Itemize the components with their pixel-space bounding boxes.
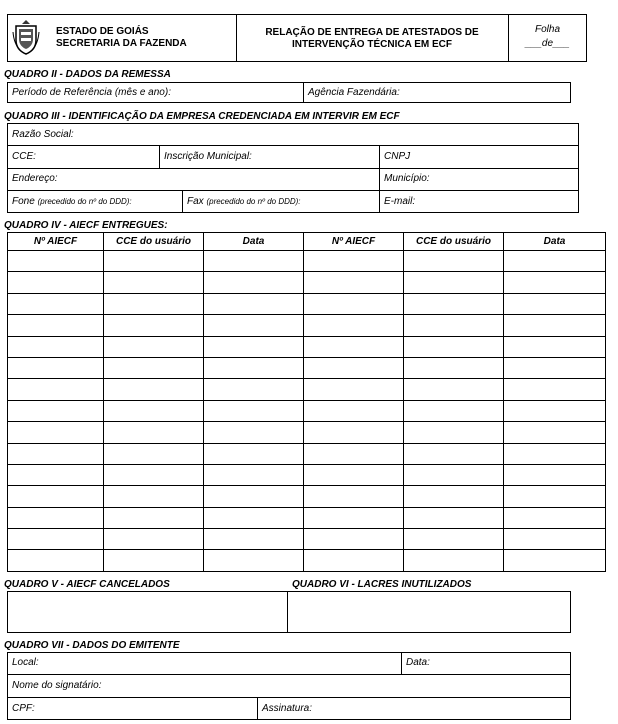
- table-cell[interactable]: [404, 293, 504, 314]
- lacres-inutilizados-area[interactable]: [288, 592, 570, 632]
- row-divider: [7, 674, 571, 675]
- table-cell[interactable]: [404, 550, 504, 571]
- table-cell[interactable]: [204, 251, 304, 272]
- table-cell[interactable]: [304, 422, 404, 443]
- row-divider: [7, 697, 571, 698]
- field-divider: [379, 145, 380, 213]
- column-header: Nº AIECF: [8, 233, 104, 251]
- table-cell[interactable]: [404, 464, 504, 485]
- local-field[interactable]: Local:: [12, 657, 39, 668]
- coat-of-arms-icon: [12, 18, 40, 56]
- table-cell[interactable]: [8, 272, 104, 293]
- table-cell[interactable]: [204, 400, 304, 421]
- section-title-quadro5: QUADRO V - AIECF CANCELADOS: [4, 579, 170, 590]
- table-cell[interactable]: [504, 357, 606, 378]
- section-title-quadro6: QUADRO VI - LACRES INUTILIZADOS: [292, 579, 472, 590]
- table-cell[interactable]: [8, 550, 104, 571]
- table-cell[interactable]: [204, 507, 304, 528]
- table-cell[interactable]: [504, 529, 606, 550]
- assinatura-field[interactable]: Assinatura:: [262, 703, 313, 714]
- table-cell[interactable]: [504, 379, 606, 400]
- table-row: [8, 336, 606, 357]
- table-cell[interactable]: [504, 251, 606, 272]
- table-cell[interactable]: [204, 422, 304, 443]
- table-cell[interactable]: [8, 315, 104, 336]
- table-row: [8, 400, 606, 421]
- table-row: [8, 251, 606, 272]
- table-cell[interactable]: [8, 251, 104, 272]
- table-row: [8, 507, 606, 528]
- section-title-quadro2: QUADRO II - DADOS DA REMESSA: [4, 69, 171, 80]
- table-cell[interactable]: [304, 272, 404, 293]
- fax-label: Fax: [187, 196, 204, 207]
- table-cell[interactable]: [504, 272, 606, 293]
- table-cell[interactable]: [504, 400, 606, 421]
- table-cell[interactable]: [104, 336, 204, 357]
- section-title-quadro3: QUADRO III - IDENTIFICAÇÃO DA EMPRESA CREDENCIADA EM INTERVIR EM ECF: [4, 111, 400, 122]
- table-cell[interactable]: [504, 443, 606, 464]
- table-cell[interactable]: [8, 486, 104, 507]
- org-line-state: ESTADO DE GOIÁS: [56, 26, 149, 37]
- form-title-line1: RELAÇÃO DE ENTREGA DE ATESTADOS DE: [265, 27, 479, 38]
- table-row: [8, 486, 606, 507]
- table-cell[interactable]: [304, 315, 404, 336]
- table-cell[interactable]: [104, 529, 204, 550]
- table-row: [8, 357, 606, 378]
- fax-field[interactable]: [187, 196, 301, 207]
- signatario-field[interactable]: Nome do signatário:: [12, 680, 102, 691]
- table-cell[interactable]: [104, 486, 204, 507]
- column-header: CCE do usuário: [404, 233, 504, 251]
- org-line-secretariat: SECRETARIA DA FAZENDA: [56, 38, 187, 49]
- table-cell[interactable]: [504, 486, 606, 507]
- table-cell[interactable]: [204, 529, 304, 550]
- razao-social-field[interactable]: Razão Social:: [12, 129, 74, 140]
- fone-note: (precedido do nº do DDD):: [37, 197, 132, 206]
- table-cell[interactable]: [304, 379, 404, 400]
- table-row: [8, 464, 606, 485]
- table-cell[interactable]: [8, 507, 104, 528]
- aiecf-cancelados-area[interactable]: [8, 592, 286, 632]
- table-cell[interactable]: [204, 315, 304, 336]
- periodo-field[interactable]: Período de Referência (mês e ano):: [12, 87, 171, 98]
- table-cell[interactable]: [104, 315, 204, 336]
- table-body: [8, 251, 606, 572]
- cce-field[interactable]: CCE:: [12, 151, 36, 162]
- table-cell[interactable]: [404, 507, 504, 528]
- table-cell[interactable]: [404, 422, 504, 443]
- table-cell[interactable]: [104, 272, 204, 293]
- table-cell[interactable]: [204, 464, 304, 485]
- form-title: [236, 27, 508, 51]
- table-cell[interactable]: [204, 550, 304, 571]
- cpf-field[interactable]: CPF:: [12, 703, 35, 714]
- table-cell[interactable]: [404, 529, 504, 550]
- table-cell[interactable]: [304, 507, 404, 528]
- table-cell[interactable]: [304, 400, 404, 421]
- table-cell[interactable]: [304, 486, 404, 507]
- table-cell[interactable]: [8, 357, 104, 378]
- column-header: Data: [204, 233, 304, 251]
- table-cell[interactable]: [204, 379, 304, 400]
- table-cell[interactable]: [8, 443, 104, 464]
- table-cell[interactable]: [104, 379, 204, 400]
- form-title-line2: INTERVENÇÃO TÉCNICA EM ECF: [291, 39, 452, 50]
- page-counter: [508, 23, 587, 51]
- table-cell[interactable]: [304, 443, 404, 464]
- agencia-field[interactable]: Agência Fazendária:: [308, 87, 400, 98]
- table-cell[interactable]: [404, 272, 504, 293]
- table-cell[interactable]: [304, 357, 404, 378]
- table-cell[interactable]: [104, 507, 204, 528]
- org-name: [56, 26, 187, 50]
- table-cell[interactable]: [404, 251, 504, 272]
- cnpj-field[interactable]: CNPJ: [384, 151, 411, 162]
- field-divider: [303, 82, 304, 103]
- fone-field[interactable]: [12, 196, 132, 207]
- table-row: [8, 443, 606, 464]
- table-cell[interactable]: [204, 336, 304, 357]
- table-cell[interactable]: [304, 464, 404, 485]
- table-cell[interactable]: [404, 379, 504, 400]
- table-cell[interactable]: [504, 507, 606, 528]
- table-cell[interactable]: [104, 422, 204, 443]
- table-cell[interactable]: [404, 336, 504, 357]
- aiecf-table: [7, 232, 606, 572]
- table-cell[interactable]: [104, 550, 204, 571]
- endereco-field[interactable]: Endereço:: [12, 173, 58, 184]
- table-cell[interactable]: [504, 293, 606, 314]
- table-cell[interactable]: [204, 293, 304, 314]
- inscricao-municipal-field[interactable]: Inscrição Municipal:: [164, 151, 252, 162]
- table-cell[interactable]: [8, 400, 104, 421]
- folha-label: Folha: [534, 24, 560, 35]
- table-cell[interactable]: [404, 486, 504, 507]
- table-cell[interactable]: [504, 422, 606, 443]
- folha-pages-field[interactable]: ___de___: [525, 38, 570, 49]
- field-divider: [182, 190, 183, 213]
- table-cell[interactable]: [8, 422, 104, 443]
- table-cell[interactable]: [304, 529, 404, 550]
- table-cell[interactable]: [504, 336, 606, 357]
- table-cell[interactable]: [8, 336, 104, 357]
- fone-label: Fone: [12, 196, 35, 207]
- column-header: Nº AIECF: [304, 233, 404, 251]
- fax-note: (precedido do nº do DDD):: [206, 197, 301, 206]
- table-cell[interactable]: [8, 293, 104, 314]
- row-divider: [7, 168, 579, 169]
- column-header: CCE do usuário: [104, 233, 204, 251]
- table-cell[interactable]: [404, 443, 504, 464]
- column-header: Data: [504, 233, 606, 251]
- section-title-quadro7: QUADRO VII - DADOS DO EMITENTE: [4, 640, 180, 651]
- table-cell[interactable]: [404, 400, 504, 421]
- table-row: [8, 315, 606, 336]
- table-cell[interactable]: [404, 357, 504, 378]
- field-divider: [159, 145, 160, 168]
- table-row: [8, 379, 606, 400]
- table-cell[interactable]: [104, 251, 204, 272]
- table-cell[interactable]: [404, 315, 504, 336]
- table-row: [8, 293, 606, 314]
- table-cell[interactable]: [8, 379, 104, 400]
- table-cell[interactable]: [204, 443, 304, 464]
- row-divider: [7, 145, 579, 146]
- table-cell[interactable]: [304, 293, 404, 314]
- table-cell[interactable]: [504, 550, 606, 571]
- table-cell[interactable]: [504, 315, 606, 336]
- email-field[interactable]: E-mail:: [384, 196, 416, 207]
- table-cell[interactable]: [104, 400, 204, 421]
- table-cell[interactable]: [104, 443, 204, 464]
- table-cell[interactable]: [304, 550, 404, 571]
- table-row: [8, 272, 606, 293]
- data-field[interactable]: Data:: [406, 657, 430, 668]
- table-row: [8, 422, 606, 443]
- table-row: [8, 550, 606, 571]
- table-cell[interactable]: [304, 336, 404, 357]
- table-cell[interactable]: [104, 293, 204, 314]
- table-cell[interactable]: [304, 251, 404, 272]
- section-title-quadro4: QUADRO IV - AIECF ENTREGUES:: [4, 220, 168, 231]
- table-cell[interactable]: [204, 357, 304, 378]
- field-divider: [401, 652, 402, 674]
- table-cell[interactable]: [204, 272, 304, 293]
- municipio-field[interactable]: Município:: [384, 173, 430, 184]
- table-cell[interactable]: [8, 464, 104, 485]
- table-cell[interactable]: [104, 357, 204, 378]
- field-divider: [257, 697, 258, 720]
- table-cell[interactable]: [504, 464, 606, 485]
- table-cell[interactable]: [104, 464, 204, 485]
- table-cell[interactable]: [204, 486, 304, 507]
- row-divider: [7, 190, 579, 191]
- table-row: [8, 529, 606, 550]
- table-cell[interactable]: [8, 529, 104, 550]
- table-header-row: [8, 233, 606, 251]
